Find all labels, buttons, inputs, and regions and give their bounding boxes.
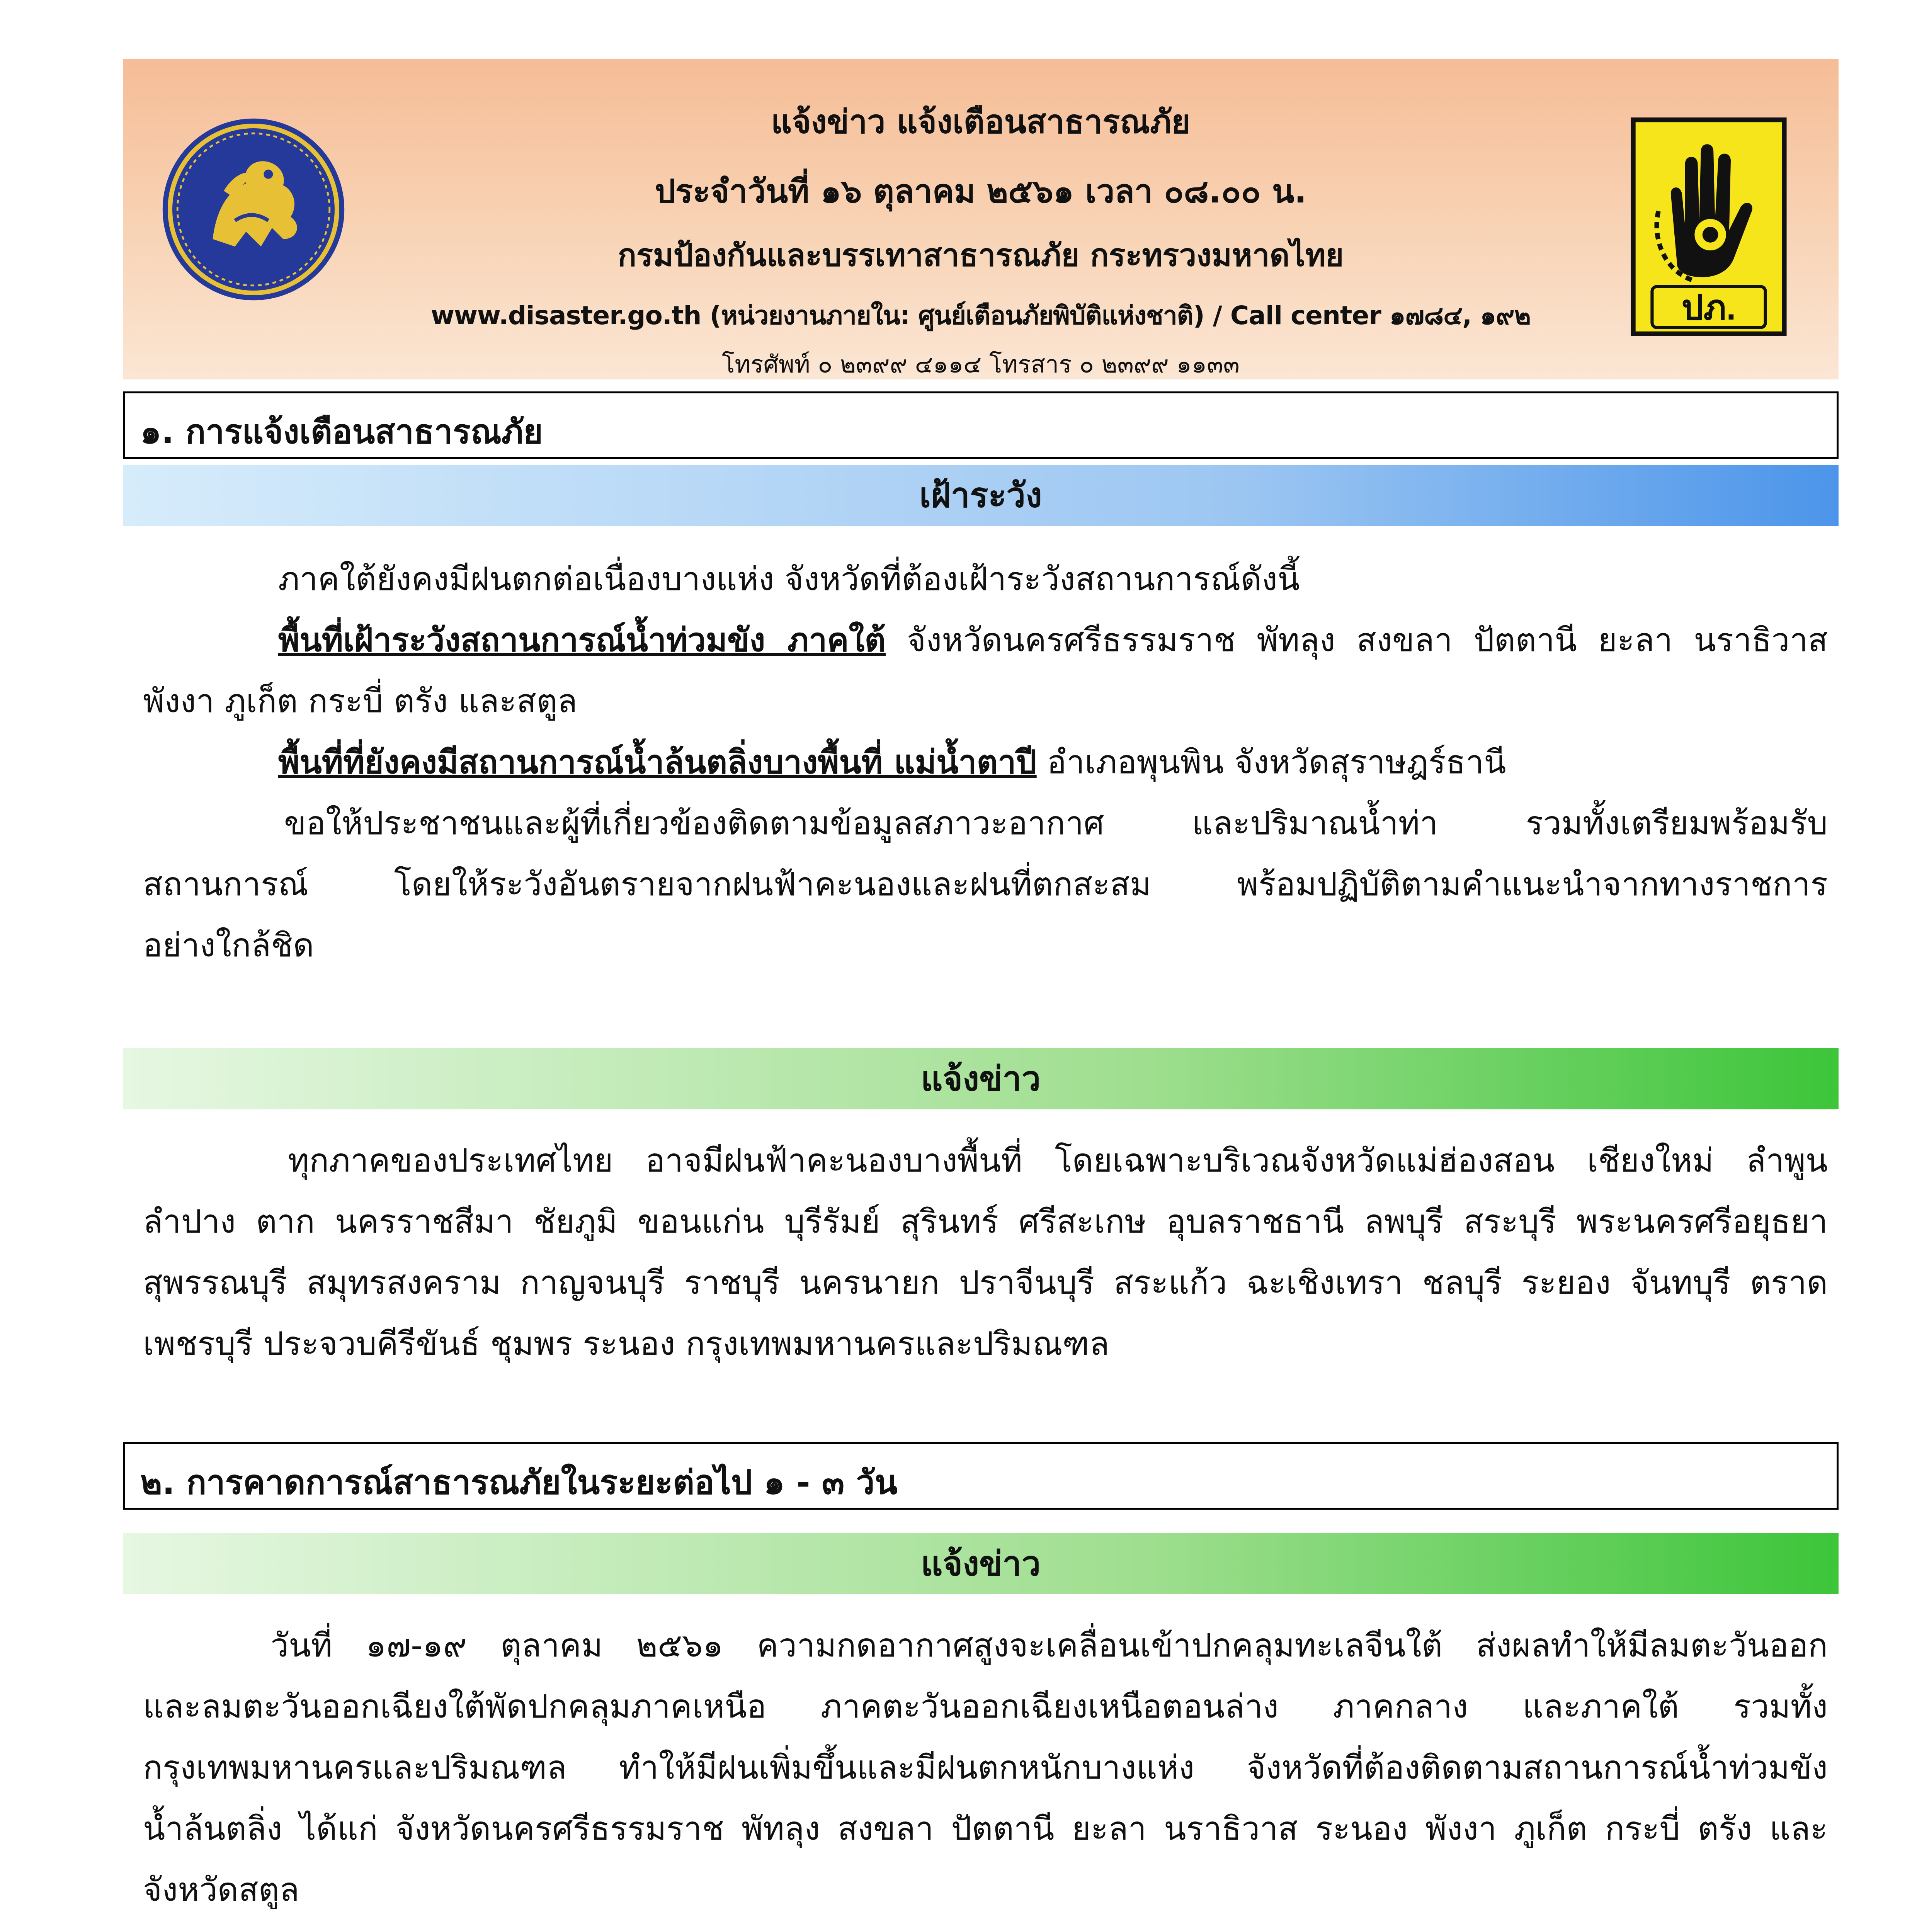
overflow-area: อำเภอพุนพิน จังหวัดสุราษฎร์ธานี bbox=[1047, 743, 1506, 781]
forecast-line-1: วันที่ ๑๗-๑๙ ตุลาคม ๒๕๖๑ ความกดอากาศสูงจะเคลื่อนเข้าปกคลุมทะเลจีนใต้ ส่งผลทำให้มีลมตะวันออก bbox=[270, 1626, 1828, 1664]
news-line-2: ลำปาง ตาก นครราชสีมา ชัยภูมิ ขอนแก่น บุรีรัมย์ สุรินทร์ ศรีสะเกษ อุบลราชธานี ลพบุรี สระบุรี พระนครศรีอยุธยา bbox=[143, 1202, 1828, 1240]
forecast-line-3: กรุงเทพมหานครและปริมณฑล ทำให้มีฝนเพิ่มขึ้นและมีฝนตกหนักบางแห่ง จังหวัดที่ต้องติดตามสถานการณ์น้ำท่วมขัง bbox=[143, 1748, 1828, 1786]
advice-line-2: สถานการณ์ โดยให้ระวังอันตรายจากฝนฟ้าคะนองและฝนที่ตกสะสม พร้อมปฏิบัติตามคำแนะนำจากทางราชการ bbox=[143, 865, 1828, 903]
document-title: แจ้งข่าว แจ้งเตือนสาธารณภัย bbox=[771, 103, 1191, 141]
overflow-line bbox=[278, 736, 1828, 787]
section-2-heading: ๒. การคาดการณ์สาธารณภัยในระยะต่อไป ๑ - ๓ วัน bbox=[140, 1463, 898, 1502]
section-2-heading-box bbox=[123, 1442, 1839, 1510]
section-1-heading-box bbox=[123, 391, 1839, 459]
phone-fax: โทรศัพท์ ๐ ๒๓๙๙ ๔๑๑๔ โทรสาร ๐ ๒๓๙๙ ๑๑๓๓ bbox=[722, 350, 1240, 378]
flood-watch-provinces-1: จังหวัดนครศรีธรรมราช พัทลุง สงขลา ปัตตานี ยะลา นราธิวาส bbox=[907, 621, 1828, 659]
flood-watch-provinces-2: พังงา ภูเก็ต กระบี่ ตรัง และสตูล bbox=[143, 682, 577, 720]
dpm-logo-icon bbox=[1630, 117, 1788, 337]
watch-level-bar: เฝ้าระวัง bbox=[123, 465, 1839, 526]
website-callcenter: www.disaster.go.th (หน่วยงานภายใน: ศูนย์เตือนภัยพิบัติแห่งชาติ) / Call center ๑๗๘๔, ๑๙๒ bbox=[431, 301, 1531, 330]
news-level-bar: แจ้งข่าว bbox=[123, 1048, 1839, 1109]
forecast-line-5: จังหวัดสตูล bbox=[143, 1871, 299, 1908]
watch-intro: ภาคใต้ยังคงมีฝนตกต่อเนื่องบางแห่ง จังหวัดที่ต้องเฝ้าระวังสถานการณ์ดังนี้ bbox=[278, 560, 1300, 598]
advice-line-1: ขอให้ประชาชนและผู้ที่เกี่ยวข้องติดตามข้อมูลสภาวะอากาศ และปริมาณน้ำท่า รวมทั้งเตรียมพร้อมรับ bbox=[284, 804, 1828, 842]
dpm-logo-text: ปภ. bbox=[1681, 288, 1736, 327]
advice-line-3: อย่างใกล้ชิด bbox=[143, 926, 314, 964]
document-date: ประจำวันที่ ๑๖ ตุลาคม ๒๕๖๑ เวลา ๐๘.๐๐ น. bbox=[655, 172, 1307, 210]
forecast-line-2: และลมตะวันออกเฉียงใต้พัดปกคลุมภาคเหนือ ภาคตะวันออกเฉียงเหนือตอนล่าง ภาคกลาง และภาคใต้ รวมทั้ง bbox=[143, 1687, 1828, 1725]
overflow-label: พื้นที่ที่ยังคงมีสถานการณ์น้ำล้นตลิ่งบางพื้นที่ แม่น้ำตาปี bbox=[278, 743, 1037, 781]
news-line-1: ทุกภาคของประเทศไทย อาจมีฝนฟ้าคะนองบางพื้นที่ โดยเฉพาะบริเวณจังหวัดแม่ฮ่องสอน เชียงใหม่ ลำพูน bbox=[288, 1141, 1828, 1179]
flood-watch-line bbox=[278, 614, 1828, 665]
section-1-heading: ๑. การแจ้งเตือนสาธารณภัย bbox=[140, 413, 543, 451]
flood-watch-label: พื้นที่เฝ้าระวังสถานการณ์น้ำท่วมขัง ภาคใต้ bbox=[278, 621, 886, 659]
document-header bbox=[123, 59, 1839, 379]
news-line-4: เพชรบุรี ประจวบคีรีขันธ์ ชุมพร ระนอง กรุงเทพมหานครและปริมณฑล bbox=[143, 1325, 1109, 1362]
news-line-3: สุพรรณบุรี สมุทรสงคราม กาญจนบุรี ราชบุรี นครนายก ปราจีนบุรี สระแก้ว ฉะเชิงเทรา ชลบุรี ระยอง จันทบุรี ตราด bbox=[143, 1264, 1828, 1301]
forecast-news-bar: แจ้งข่าว bbox=[123, 1533, 1839, 1594]
department-name: กรมป้องกันและบรรเทาสาธารณภัย กระทรวงมหาดไทย bbox=[617, 237, 1344, 273]
forecast-line-4: น้ำล้นตลิ่ง ได้แก่ จังหวัดนครศรีธรรมราช พัทลุง สงขลา ปัตตานี ยะลา นราธิวาส ระนอง พังงา ภูเก็ต กระบี่ ตรัง และ bbox=[143, 1810, 1828, 1847]
